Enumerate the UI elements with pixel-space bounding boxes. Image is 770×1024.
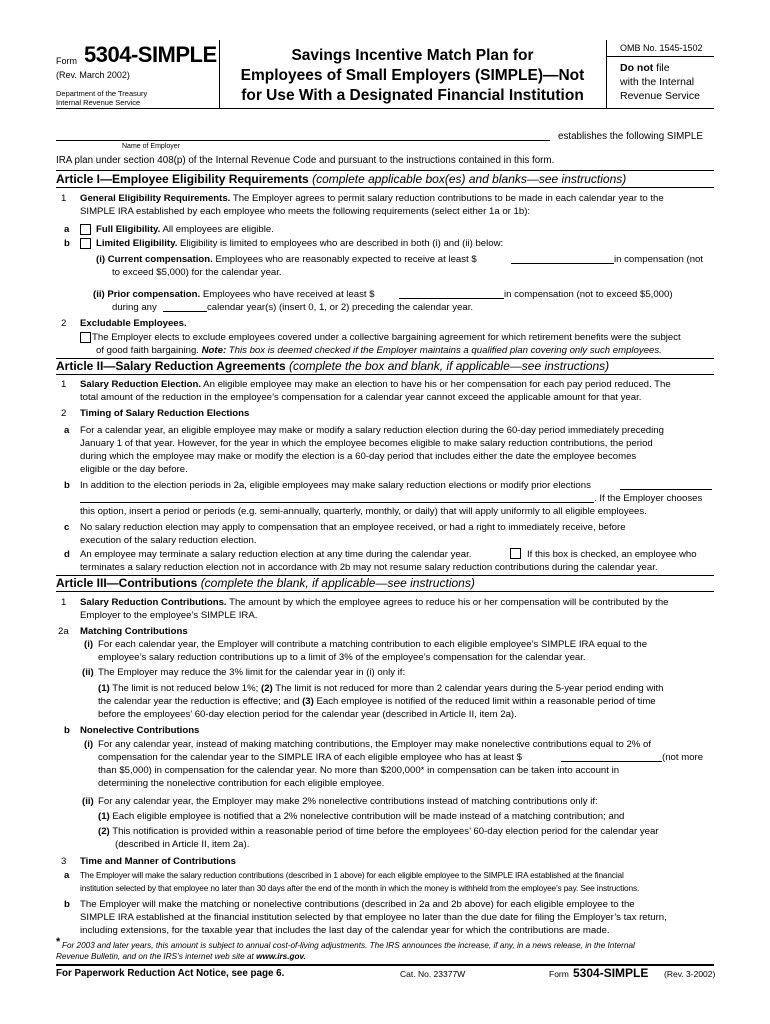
footer-revision: (Rev. 3-2002) — [664, 969, 716, 979]
excludable-employees-line2: of good faith bargaining. Note: This box is deemed checked if the Employer maintains a qualified plan covering only such employees. — [96, 345, 662, 356]
nonelective-i-line1: For any calendar year, instead of making matching contributions, the Employer may make nonelective contributions equal to 2% of — [98, 739, 652, 750]
article-1-heading: Article I—Employee Eligibility Requirements (complete applicable box(es) and blanks—see instructions) — [56, 172, 627, 186]
item-letter: c — [64, 522, 70, 533]
current-compensation-line2: to exceed $5,000) for the calendar year. — [112, 267, 282, 278]
do-not-file-line2: with the Internal — [620, 76, 695, 88]
agency: Internal Revenue Service — [56, 98, 141, 107]
footnote-marker: * — [56, 936, 61, 948]
item-roman: (i) — [84, 639, 94, 650]
establishes-text: establishes the following SIMPLE — [558, 131, 703, 142]
footnote-line1: For 2003 and later years, this amount is subject to annual cost-of-living adjustments. The IRS announces the increase, if any, in a news release, in the Internal — [62, 941, 635, 950]
timing-c-line2: execution of the salary reduction election. — [80, 535, 257, 546]
timing-a-line1: For a calendar year, an eligible employee may make or modify a salary reduction election during the 60-day period immediately preceding — [80, 425, 664, 436]
timing-d-line1b: If this box is checked, an employee who — [527, 549, 697, 560]
item-letter: a — [64, 870, 70, 881]
item-number: 2 — [61, 408, 67, 419]
form-title-line2: Employees of Small Employers (SIMPLE)—Not — [240, 67, 585, 84]
nonelective-cond-1: (1) Each eligible employee is notified that a 2% nonelective contribution will be made instead of a matching contribution; and — [98, 811, 625, 822]
full-eligibility-checkbox[interactable] — [80, 224, 91, 235]
general-eligibility-line2: SIMPLE IRA established by each employee who meets the following requirements (select either 1a or 1b): — [80, 206, 531, 217]
nonelective-i-line4: determining the nonelective contribution for each eligible employee. — [98, 778, 385, 789]
article-2-heading: Article II—Salary Reduction Agreements (complete the box and blank, if applicable—see instructions) — [56, 359, 610, 373]
excludable-employees-heading: Excludable Employees. — [80, 318, 187, 329]
form-title-line1: Savings Incentive Match Plan for — [291, 47, 534, 64]
prior-compensation-line2a: during any — [112, 302, 157, 313]
timing-b-line2: . If the Employer chooses — [594, 493, 703, 504]
salary-reduction-contributions-line2: Employer to the employee’s SIMPLE IRA. — [80, 610, 258, 621]
time-b-line2: SIMPLE IRA established at the financial institution selected by that employee no later than the due date for filing the Employer’s tax return, — [80, 912, 667, 923]
item-roman: (i) — [84, 739, 94, 750]
form-title-line3: for Use With a Designated Financial Institution — [241, 87, 584, 104]
limited-eligibility-text: Limited Eligibility. Eligibility is limited to employees who are described in both (i) and (ii) below: — [96, 238, 504, 249]
prior-years-field[interactable] — [163, 302, 207, 312]
current-compensation-text: (i) Current compensation. Employees who are reasonably expected to receive at least $ — [96, 254, 477, 265]
form-word: Form — [56, 56, 77, 66]
timing-c-line1: No salary reduction election may apply to compensation that an employee received, or had a right to immediately receive, before — [80, 522, 626, 533]
nonelective-cond-2: (2) This notification is provided within a reasonable period of time before the employees’ 60-day election period for the calendar year — [98, 826, 659, 837]
timing-a-line4: eligible or the day before. — [80, 464, 188, 475]
do-not-file-note: Do not file — [620, 62, 670, 74]
matching-conditions-line3: before the employees’ 60-day election period for the calendar year (described in Article II, item 2a). — [98, 709, 517, 720]
item-number: 2a — [58, 626, 69, 637]
excludable-employees-checkbox[interactable] — [80, 332, 91, 343]
ira-plan-text: IRA plan under section 408(p) of the Internal Revenue Code and pursuant to the instructions contained in this form. — [56, 155, 555, 166]
timing-d-line1a: An employee may terminate a salary reduction election at any time during the calendar year. — [80, 549, 472, 560]
time-manner-heading: Time and Manner of Contributions — [80, 856, 236, 867]
omb-number: OMB No. 1545-1502 — [620, 43, 703, 53]
timing-b-line1: In addition to the election periods in 2a, eligible employees may make salary reduction elections or modify prior elections — [80, 480, 591, 491]
matching-conditions-line1: (1) The limit is not reduced below 1%; (2) The limit is not reduced for more than 2 calendar years during the 5-year period ending with — [98, 683, 664, 694]
current-compensation-tail: in compensation (not — [614, 254, 704, 265]
nonelective-ii-line1: For any calendar year, the Employer may make 2% nonelective contributions instead of matching contributions only if: — [98, 796, 598, 807]
nonelective-i-line2a: compensation for the calendar year to the SIMPLE IRA of each eligible employee who has at least $ — [98, 752, 522, 763]
nonelective-heading: Nonelective Contributions — [80, 725, 200, 736]
paperwork-notice: For Paperwork Reduction Act Notice, see page 6. — [56, 968, 285, 979]
item-number: 1 — [61, 193, 67, 204]
item-letter: b — [64, 238, 70, 249]
item-letter: b — [64, 899, 70, 910]
nonelective-i-line2b: (not more — [662, 752, 704, 763]
time-a-line2: institution selected by that employee no later than 30 days after the end of the month in which the money is withheld from the employee’s pay. See instructions. — [80, 883, 640, 893]
matching-conditions-line2: the calendar year the reduction is effective; and (3) Each employee is notified of the reduced limit within a reasonable period of time — [98, 696, 656, 707]
item-roman: (ii) — [82, 667, 94, 678]
footer-form-word: Form — [549, 969, 569, 979]
terminate-election-checkbox[interactable] — [510, 548, 521, 559]
item-number: 2 — [61, 318, 67, 329]
full-eligibility-text: Full Eligibility. All employees are eligible. — [96, 224, 274, 235]
item-number: 3 — [61, 856, 67, 867]
matching-i-line1: For each calendar year, the Employer will contribute a matching contribution to each eligible employee’s SIMPLE IRA equal to the — [98, 639, 648, 650]
do-not-file-line3: Revenue Service — [620, 90, 700, 102]
prior-compensation-text: (ii) Prior compensation. Employees who have received at least $ — [93, 289, 375, 300]
timing-d-line2: terminates a salary reduction election not in accordance with 2b may not resume salary reduction contributions during the calendar year. — [80, 562, 658, 573]
salary-reduction-election-text: Salary Reduction Election. An eligible employee may make an election to have his or her compensation for each pay period reduced. The — [80, 379, 671, 390]
election-period-field-1[interactable] — [620, 480, 712, 490]
excludable-employees-text: The Employer elects to exclude employees covered under a collective bargaining agreement for which retirement benefits were the subject — [92, 332, 681, 343]
footer-form-number: 5304-SIMPLE — [573, 966, 649, 980]
time-b-line1: The Employer will make the matching or nonelective contributions (described in 2a and 2b above) for each eligible employee to the — [80, 899, 635, 910]
item-number: 1 — [61, 379, 67, 390]
prior-compensation-tail: in compensation (not to exceed $5,000) — [504, 289, 673, 300]
time-b-line3: including extensions, for the taxable year that includes the last day of the calendar year for which the contributions are made. — [80, 925, 610, 936]
item-letter: a — [64, 425, 70, 436]
revision-date: (Rev. March 2002) — [56, 70, 130, 80]
election-period-field-2[interactable] — [80, 493, 594, 503]
item-number: 1 — [61, 597, 67, 608]
general-eligibility-text: General Eligibility Requirements. The Employer agrees to permit salary reduction contributions to be made in each calendar year to the — [80, 193, 664, 204]
matching-i-line2: employee’s salary reduction contributions up to a limit of 3% of the employee’s compensation for the calendar year. — [98, 652, 586, 663]
form-number: 5304-SIMPLE — [84, 42, 217, 67]
timing-b-line3: this option, insert a period or periods (e.g. semi-annually, quarterly, monthly, or daily) that will apply uniformly to all eligible employees. — [80, 506, 647, 517]
limited-eligibility-checkbox[interactable] — [80, 238, 91, 249]
article-3-heading: Article III—Contributions (complete the blank, if applicable—see instructions) — [56, 576, 475, 590]
timing-a-line2: January 1 of that year. However, for the year in which the employee becomes eligible to make salary reduction contributions, the period — [80, 438, 653, 449]
matching-contributions-heading: Matching Contributions — [80, 626, 188, 637]
prior-compensation-amount-field[interactable] — [399, 289, 504, 299]
employer-name-field[interactable] — [56, 140, 550, 141]
name-of-employer-label: Name of Employer — [122, 143, 180, 150]
nonelective-compensation-field[interactable] — [561, 752, 662, 762]
item-letter: d — [64, 549, 70, 560]
current-compensation-amount-field[interactable] — [511, 254, 614, 264]
salary-reduction-contributions-text: Salary Reduction Contributions. The amount by which the employee agrees to reduce his or her compensation will be contributed by the — [80, 597, 669, 608]
footnote-line2: Revenue Bulletin, and on the IRS’s internet web site at www.irs.gov. — [56, 952, 306, 961]
item-letter: b — [64, 480, 70, 491]
department: Department of the Treasury — [56, 89, 148, 98]
item-roman: (ii) — [82, 796, 94, 807]
nonelective-i-line3: than $5,000) in compensation for the calendar year. No more than $200,000* in compensation can be taken into account in — [98, 765, 620, 776]
item-letter: b — [64, 725, 70, 736]
nonelective-cond-2-line2: (described in Article II, item 2a). — [115, 839, 250, 850]
salary-reduction-election-line2: total amount of the reduction in the employee’s compensation for a calendar year cannot exceed the applicable amount for that year. — [80, 392, 642, 403]
item-letter: a — [64, 224, 70, 235]
timing-a-line3: during which the employee may make or modify the election is a 60-day period that includes either the date the employee becomes — [80, 451, 637, 462]
time-a-line1: The Employer will make the salary reduction contributions (described in 1 above) for each eligible employee to the SIMPLE IRA established at the financial — [80, 870, 624, 880]
catalog-number: Cat. No. 23377W — [400, 969, 466, 979]
matching-ii-line1: The Employer may reduce the 3% limit for the calendar year in (i) only if: — [98, 667, 406, 678]
timing-heading: Timing of Salary Reduction Elections — [80, 408, 250, 419]
prior-compensation-line2b: calendar year(s) (insert 0, 1, or 2) preceding the calendar year. — [207, 302, 474, 313]
